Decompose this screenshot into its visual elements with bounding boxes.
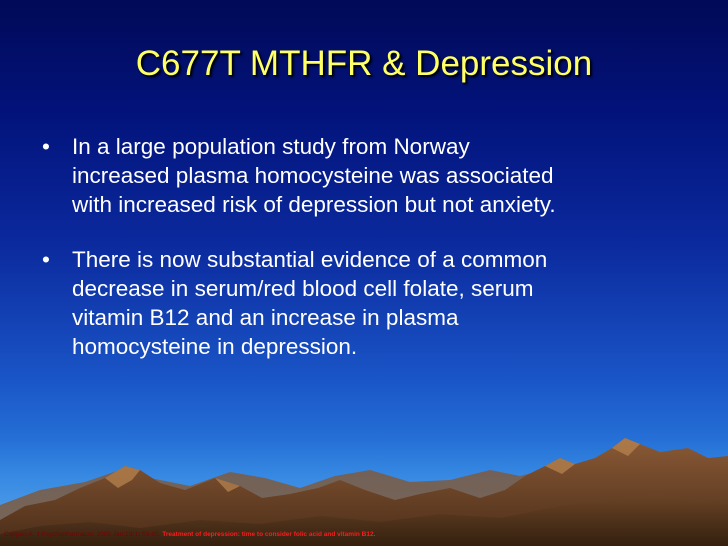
bullet-line: with increased risk of depression but not anxiety.	[72, 192, 556, 217]
bullet-point-icon: •	[42, 134, 50, 159]
bullet-line: increased plasma homocysteine was associated	[72, 163, 554, 188]
bullet-line: decrease in serum/red blood cell folate, serum	[72, 276, 534, 301]
bullet-line: homocysteine in depression.	[72, 334, 358, 359]
slide-title: C677T MTHFR & Depression	[135, 44, 593, 83]
bullet-line: vitamin B12 and an increase in plasma	[72, 305, 459, 330]
citation-reference: Coppen A, J Psychopharmacol. 2005 Jan;19(1):59-65.	[4, 531, 161, 538]
bullet-point-icon: •	[42, 247, 50, 272]
bullet-line: There is now substantial evidence of a common	[72, 247, 548, 272]
bullet-line: In a large population study from Norway	[72, 134, 470, 159]
citation-title: Treatment of depression: time to consider folic acid and vitamin B12.	[162, 531, 376, 538]
citation	[4, 530, 728, 540]
